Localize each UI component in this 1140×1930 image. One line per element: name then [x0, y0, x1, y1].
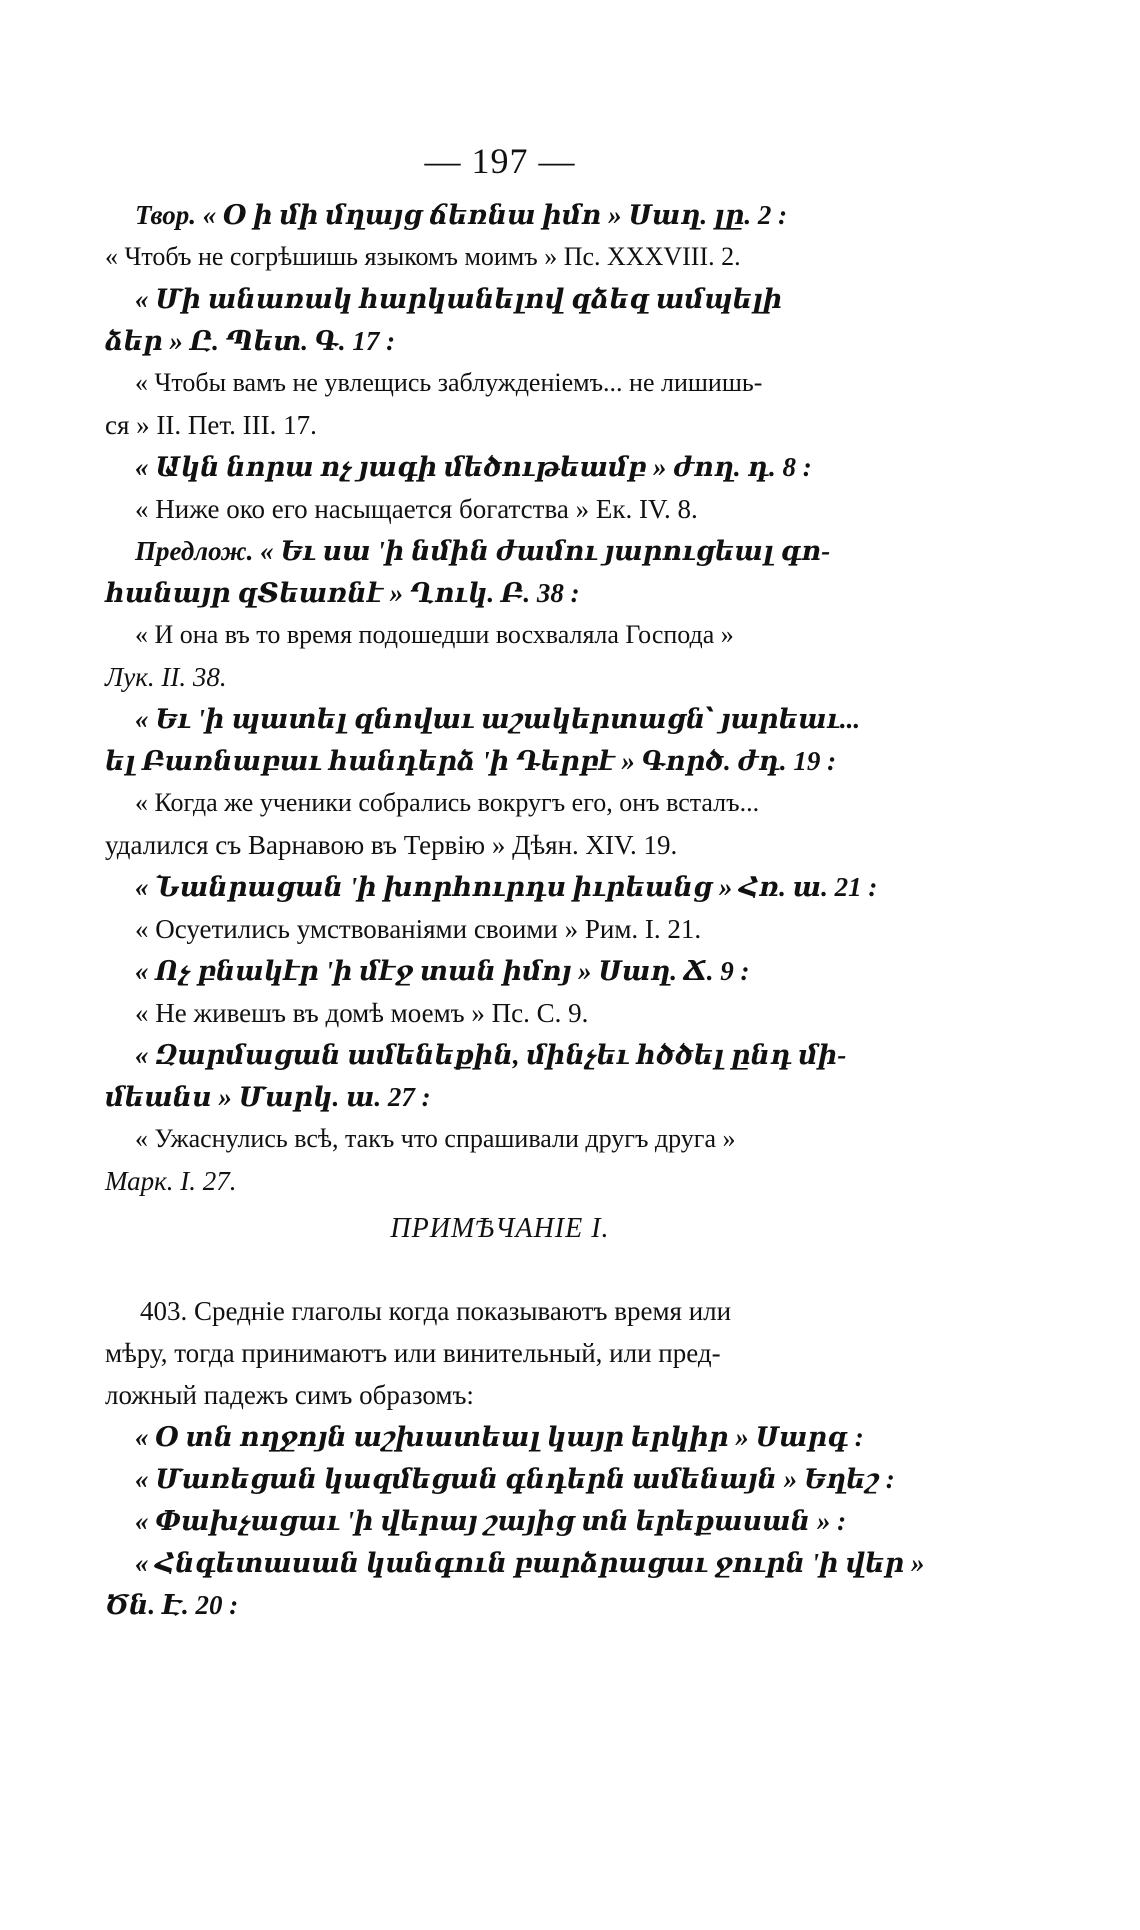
text-line: ся » II. Пет. III. 17. [105, 410, 317, 440]
paragraph-line [105, 1290, 895, 1332]
text-line: Предлож. « Եւ սա 'ի նմին ժամու յարուցեալ գո- [135, 536, 831, 566]
text-line: « Ниже око его насыщается богатства » Ек. IV. 8. [135, 494, 698, 524]
armenian-examples [105, 1416, 925, 1626]
text-line: « Осуетились умствованіями своими » Рим. I. 21. [135, 914, 702, 944]
text-line: « Նանրացան 'ի խորհուրդս իւրեանց » Հռ. ա. 21 : [135, 872, 878, 902]
paragraph-number: 403. [140, 1296, 188, 1326]
text-line: « Մի անառակ հարկանելով զձեզ ամպելի [135, 284, 783, 314]
example-line: « Փախչացաւ 'ի վերայ շայից տն երեքասան » : [135, 1506, 847, 1536]
text-line: « Ակն նորա ոչ յագի մեծութեամբ » ժող. դ. 8 : [135, 452, 812, 482]
text-line: ձեր » Ը. Պետ. Գ. 17 : [105, 326, 396, 356]
text-line: « Ужаснулись всѣ, такъ что спрашивали другъ друга » [135, 1124, 736, 1153]
paragraph-403 [105, 1290, 895, 1416]
text-line: Лук. II. 38. [105, 662, 227, 692]
text-line: « Чтобы вамъ не увлещись заблужденіемъ... не лишишь- [135, 368, 763, 397]
paragraph-line: мѣру, тогда принимаютъ или винительный, или пред- [105, 1338, 721, 1368]
example-line: « Օ տն ողջոյն աշխատեալ կայր երկիր » Սարգ : [135, 1422, 864, 1452]
text-line: Марк. I. 27. [105, 1166, 237, 1196]
text-line: Твор. « Օ ի մի մղայց ճեռնա իմո » Սաղ. լը. 2 : [135, 200, 788, 230]
page-number: — 197 — [424, 141, 576, 181]
text-line: « Чтобъ не согрѣшишь языкомъ моимъ » Пс. XXXVIII. 2. [105, 242, 741, 271]
section-heading: ПРИМѢЧАНІЕ I. [390, 1213, 610, 1244]
text-line: հանայր զՏեառնէ » Ղուկ. Բ. 38 : [105, 578, 580, 608]
text-line: « Եւ 'ի պատել զնովաւ աշակերտացն՝ յարեաւ... [135, 704, 861, 734]
example-line: Ծն. Է. 20 : [105, 1590, 239, 1620]
text-line: удалился съ Варнавою въ Тервію » Дѣян. XIV. 19. [105, 830, 678, 860]
examples-block [105, 194, 895, 1202]
text-line: ել Բառնաբաւ հանդերձ 'ի Դերբէ » Գործ. ժդ. 19 : [105, 746, 837, 776]
paragraph-line: ложный падежъ симъ образомъ: [105, 1380, 474, 1410]
text-line: « Զարմացան ամենեքին, մինչեւ հծծել ընդ մի- [135, 1040, 847, 1070]
example-line: « Մառեցան կազմեցան գնդերն ամենայն » Եղեշ : [135, 1464, 895, 1494]
text-line: մեանս » Մարկ. ա. 27 : [105, 1082, 431, 1112]
text-line: « Когда же ученики собрались вокругъ его, онъ всталъ... [135, 788, 760, 817]
text-line: « Ոչ բնակէր 'ի մէջ տան իմոյ » Սաղ. Ճ. 9 : [135, 956, 750, 986]
example-line: « Հնգետասան կանգուն բարձրացաւ ջուրն 'ի վեր » [135, 1548, 925, 1578]
paragraph-text: Средніе глаголы когда показываютъ время или [194, 1296, 732, 1326]
page [105, 140, 925, 1626]
text-line: « И она въ то время подошедши восхваляла Господа » [135, 620, 734, 649]
text-line: « Не живешъ въ домѣ моемъ » Пс. С. 9. [135, 998, 589, 1028]
